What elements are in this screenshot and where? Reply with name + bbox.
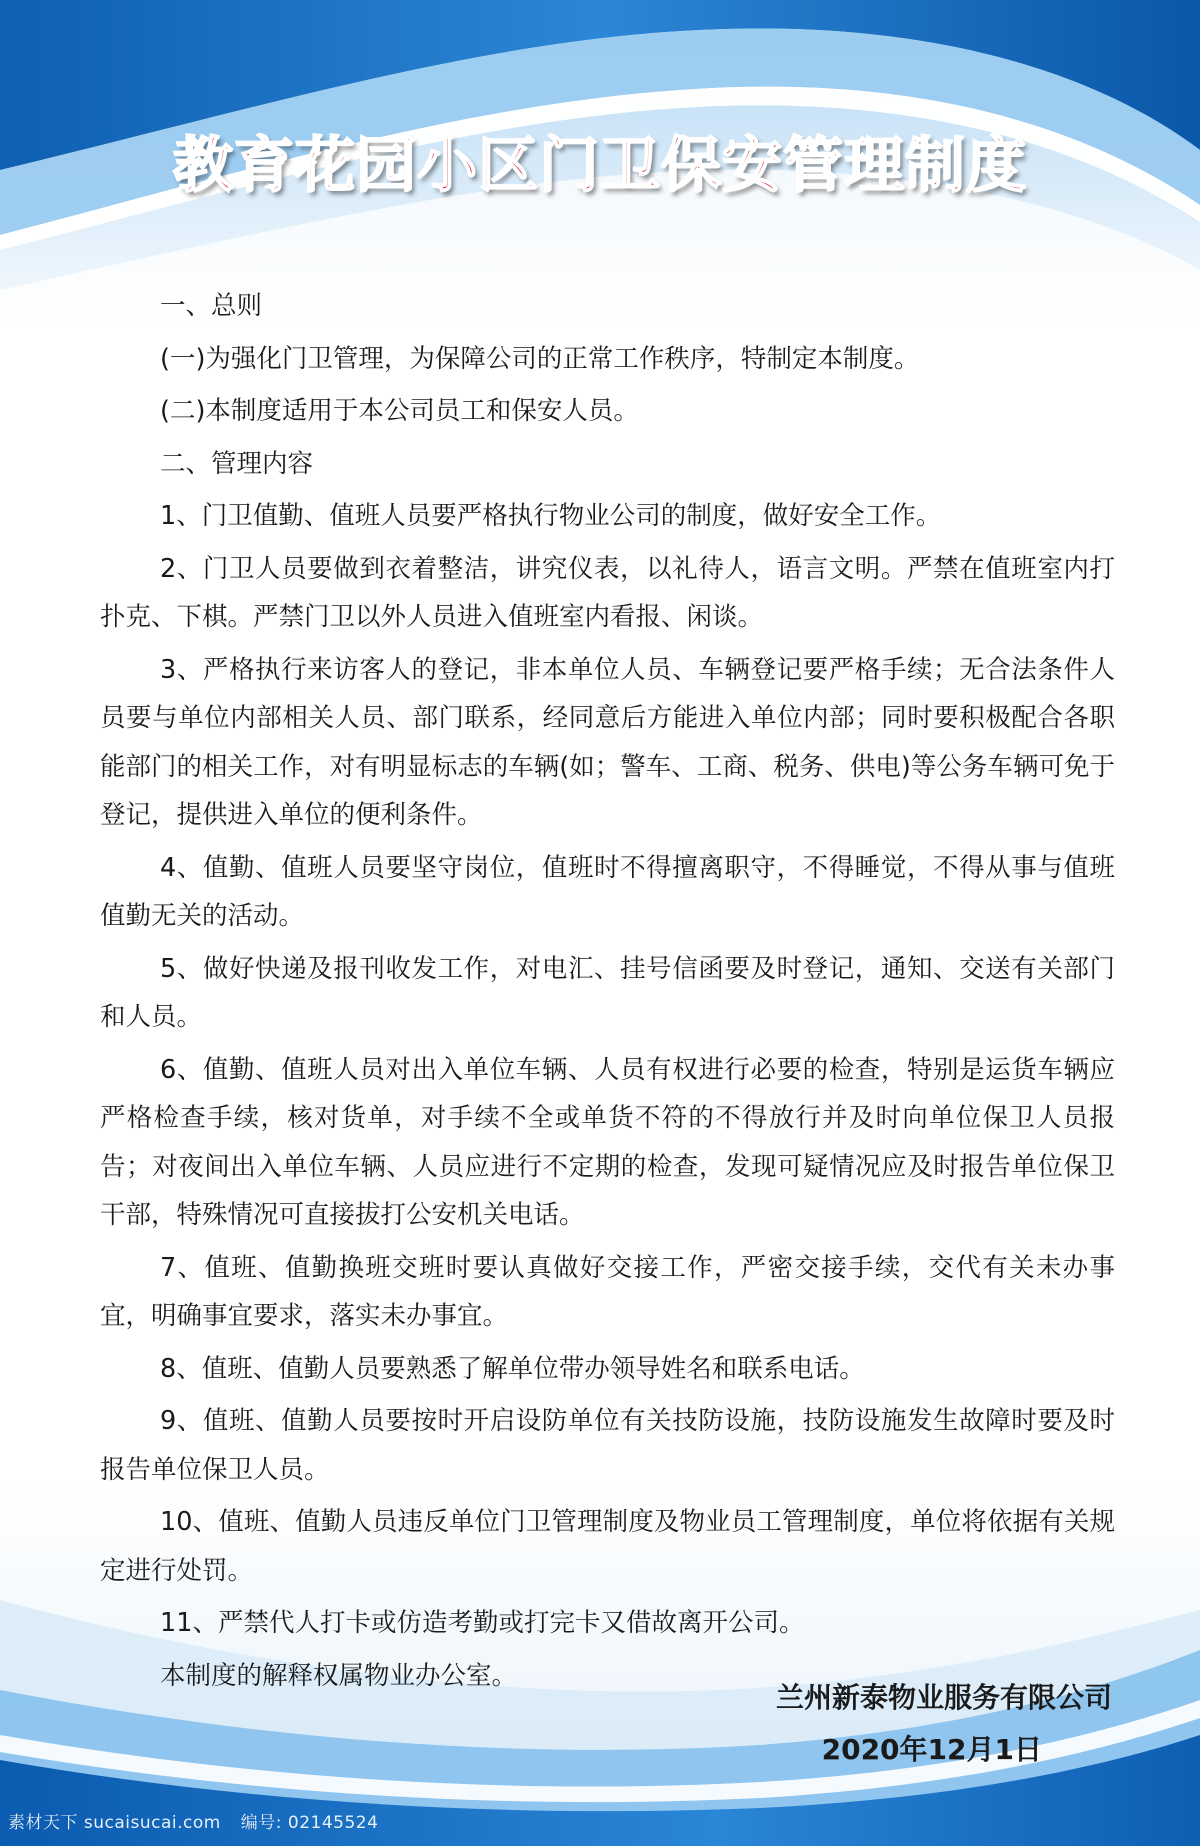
clause-paragraph: 2、门卫人员要做到衣着整洁，讲究仪表，以礼待人，语言文明。严禁在值班室内打扑克、下棋。严禁门卫以外人员进入值班室内看报、闲谈。 bbox=[100, 553, 1115, 632]
clause-paragraph: (一)为强化门卫管理，为保障公司的正常工作秩序，特制定本制度。 bbox=[160, 343, 920, 374]
regulation-body bbox=[100, 282, 1115, 1700]
clause-paragraph: 8、值班、值勤人员要熟悉了解单位带办领导姓名和联系电话。 bbox=[160, 1353, 865, 1384]
company-name: 兰州新泰物业服务有限公司 bbox=[775, 1681, 1112, 1714]
clause-paragraph: 11、严禁代人打卡或仿造考勤或打完卡又借故离开公司。 bbox=[160, 1608, 805, 1638]
signature-block bbox=[776, 1672, 1112, 1776]
clause-paragraph: 3、严格执行来访客人的登记，非本单位人员、车辆登记要严格手续；无合法条件人员要与单位内部相关人员、部门联系，经同意后方能进入单位内部；同时要积极配合各职能部门的相关工作，对有明显标志的车辆(如；警车、工商、税务、供电)等公务车辆可免于登记，提供进入单位的便利条件。 bbox=[100, 654, 1115, 830]
clause-paragraph: 4、值勤、值班人员要坚守岗位，值班时不得擅离职守，不得睡觉，不得从事与值班值勤无关的活动。 bbox=[100, 852, 1115, 931]
clause-paragraph: (二)本制度适用于本公司员工和保安人员。 bbox=[160, 396, 639, 426]
watermark-site: 素材天下 sucaisucai.com bbox=[8, 1813, 221, 1833]
section-heading: 二、管理内容 bbox=[160, 448, 314, 479]
clause-paragraph: 7、值班、值勤换班交班时要认真做好交接工作，严密交接手续，交代有关未办事宜，明确事宜要求，落实未办事宜。 bbox=[100, 1252, 1115, 1331]
clause-paragraph: 9、值班、值勤人员要按时开启设防单位有关技防设施，技防设施发生故障时要及时报告单位保卫人员。 bbox=[100, 1406, 1115, 1485]
closing-note: 本制度的解释权属物业办公室。 bbox=[160, 1660, 518, 1691]
clause-paragraph: 5、做好快递及报刊收发工作，对电汇、挂号信函要及时登记，通知、交送有关部门和人员。 bbox=[100, 953, 1115, 1032]
issue-date: 2020年12月1日 bbox=[821, 1733, 1042, 1766]
stock-watermark bbox=[8, 1808, 392, 1833]
poster-title: 教育花园小区门卫保安管理制度 bbox=[173, 131, 1027, 201]
clause-paragraph: 10、值班、值勤人员违反单位门卫管理制度及物业员工管理制度，单位将依据有关规定进行处罚。 bbox=[100, 1507, 1115, 1586]
clause-paragraph: 1、门卫值勤、值班人员要严格执行物业公司的制度，做好安全工作。 bbox=[160, 501, 942, 531]
section-heading: 一、总则 bbox=[160, 291, 263, 321]
clause-paragraph: 6、值勤、值班人员对出入单位车辆、人员有权进行必要的检查，特别是运货车辆应严格检查手续，核对货单，对手续不全或单货不符的不得放行并及时向单位保卫人员报告；对夜间出入单位车辆、人员应进行不定期的检查，发现可疑情况应及时报告单位保卫干部，特殊情况可直接拔打公安机关电话。 bbox=[100, 1054, 1115, 1230]
watermark-code: 编号: 02145524 bbox=[240, 1813, 379, 1833]
